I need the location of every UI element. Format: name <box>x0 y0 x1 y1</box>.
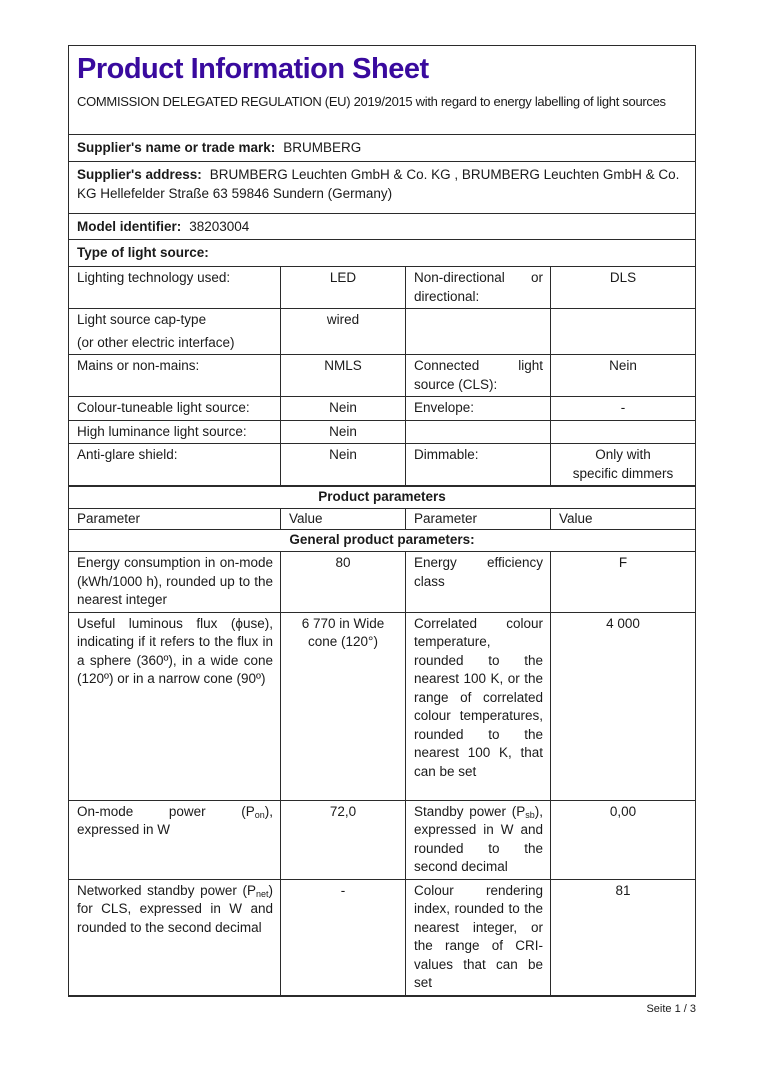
table-row-luminous-flux <box>69 612 695 800</box>
column-header-row <box>69 508 695 530</box>
table-row-networked-standby <box>69 879 695 995</box>
param-cell: Networked standby power $(P_{net})$ for CLS, expressed in W and rounded to the second decimal <box>77 882 273 935</box>
param-cell: Useful luminous flux (ϕuse), indicating if it refers to the flux in a sphere (360º), in a wide cone (120º) or in a narrow cone (90º) <box>77 615 273 686</box>
param-cell: Lighting technology used: <box>77 270 231 285</box>
param-cell: Connected light source (CLS): <box>405 355 550 396</box>
model-identifier-row <box>69 213 695 239</box>
table-row-lighting-technology <box>69 266 695 308</box>
column-header-parameter-1: Parameter <box>77 510 141 526</box>
table-row-high-luminance <box>69 420 695 444</box>
regulation-subtitle: COMMISSION DELEGATED REGULATION (EU) 2019/2015 with regard to energy labelling of light sources <box>77 94 666 109</box>
general-product-parameters-heading: General product parameters: <box>69 529 695 551</box>
value-cell: Only with specific dimmers <box>550 444 695 485</box>
value-cell: 72,0 <box>280 801 405 879</box>
table-row-energy-consumption <box>69 551 695 612</box>
param-cell: Non-directional or directional: <box>405 267 550 308</box>
value-cell: Nein <box>280 444 405 485</box>
value-cell: 6 770 in Wide cone (120°) <box>280 613 405 800</box>
param-cell: Light source cap-type (or other electric interface) <box>77 312 235 350</box>
param-cell: Energy efficiency class <box>405 552 550 612</box>
supplier-name-row <box>69 134 695 161</box>
value-cell: DLS <box>550 267 695 308</box>
supplier-address-value: BRUMBERG Leuchten GmbH & Co. KG , BRUMBERG Leuchten GmbH & Co. KG Hellefelder Straße 63 59846 Sundern (Germany) <box>77 167 680 201</box>
title-block <box>69 46 695 134</box>
column-header-value-2: Value <box>550 509 695 530</box>
value-cell: Nein <box>280 421 405 444</box>
model-identifier-value: 38203004 <box>189 219 250 234</box>
supplier-address-label: Supplier's address: <box>77 167 202 182</box>
param-cell: Anti-glare shield: <box>77 447 178 462</box>
param-cell: On-mode power $(P_{on})$, expressed in W <box>77 803 273 837</box>
value-cell: 4 000 <box>550 613 695 800</box>
value-cell: - <box>550 397 695 420</box>
value-cell: 0,00 <box>550 801 695 879</box>
table-row-anti-glare <box>69 443 695 485</box>
value-cell: LED <box>280 267 405 308</box>
table-row-mains <box>69 354 695 396</box>
value-cell: F <box>550 552 695 612</box>
value-cell: Nein <box>280 397 405 420</box>
param-cell: Standby power $(P_{sb})$, expressed in W and rounded to the second decimal <box>405 801 550 879</box>
param-cell: Correlated colour temperature, rounded to the nearest 100 K, or the range of correlated colour temperatures, rounded to the nearest 100 K, that can be set <box>405 613 550 800</box>
value-cell: wired <box>280 309 405 354</box>
value-cell <box>550 309 695 354</box>
param-cell: High luminance light source: <box>77 423 247 439</box>
value-cell: NMLS <box>280 355 405 396</box>
column-header-value-1: Value <box>280 509 405 530</box>
type-of-light-source-heading: Type of light source: <box>69 239 695 266</box>
supplier-address-row <box>69 161 695 213</box>
supplier-name-label: Supplier's name or trade mark: <box>77 140 276 155</box>
param-cell: Colour-tuneable light source: <box>77 400 250 415</box>
model-identifier-label: Model identifier: <box>77 219 182 234</box>
value-cell: - <box>280 880 405 995</box>
column-header-parameter-2: Parameter <box>405 509 550 530</box>
table-row-cap-type <box>69 308 695 354</box>
supplier-name-value: BRUMBERG <box>283 140 362 155</box>
param-cell: Colour rendering index, rounded to the nearest integer, or the range of CRI-values that can be set <box>405 880 550 995</box>
value-cell: Nein <box>550 355 695 396</box>
param-cell: Energy consumption in on-mode (kWh/1000 h), rounded up to the nearest integer <box>77 555 273 607</box>
table-row-colour-tuneable <box>69 396 695 420</box>
param-cell: Dimmable: <box>405 444 550 485</box>
page-title: Product Information Sheet <box>77 53 429 85</box>
param-cell <box>405 421 550 444</box>
value-cell <box>550 421 695 444</box>
param-cell: Envelope: <box>405 397 550 420</box>
param-cell <box>405 309 550 354</box>
page-number: Seite 1 / 3 <box>646 1003 696 1015</box>
value-cell: 80 <box>280 552 405 612</box>
table-row-on-mode-power <box>69 800 695 879</box>
product-parameters-heading: Product parameters <box>69 485 695 508</box>
product-info-table <box>68 45 696 997</box>
value-cell: 81 <box>550 880 695 995</box>
param-cell: Mains or non-mains: <box>77 358 200 373</box>
